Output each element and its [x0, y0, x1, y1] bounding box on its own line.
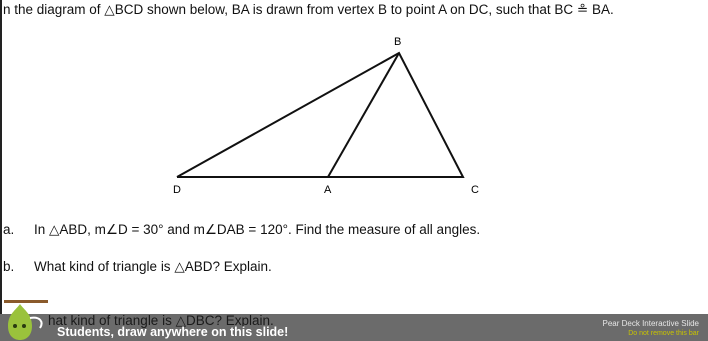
draw-anywhere-message: Students, draw anywhere on this slide! [57, 325, 289, 339]
question-b [3, 259, 272, 274]
question-a-letter: a. [3, 222, 15, 237]
question-b-text: What kind of triangle is △ABD? Explain. [34, 259, 272, 274]
pear-deck-bar [0, 314, 708, 341]
pear-deck-brand: Pear Deck Interactive Slide [602, 319, 699, 328]
vertex-label-b: B [394, 36, 402, 48]
vertex-label-c: C [471, 184, 479, 196]
question-c-partial: hat kind of triangle is △DBC? Explain. [48, 313, 274, 328]
question-b-letter: b. [3, 259, 15, 274]
question-a-text: In △ABD, m∠D = 30° and m∠DAB = 120°. Find the measure of all angles. [34, 222, 481, 237]
vertex-label-a: A [324, 184, 332, 196]
triangle-diagram [160, 30, 500, 200]
pear-deck-brand-sub: Do not remove this bar [628, 330, 699, 337]
intro-text: n the diagram of △BCD shown below, BA is drawn from vertex B to point A on DC, such that BC ≗ BA. [3, 2, 614, 17]
question-a [3, 222, 481, 237]
left-border [0, 0, 2, 341]
vertex-label-d: D [173, 184, 181, 196]
pear-icon [0, 296, 52, 341]
